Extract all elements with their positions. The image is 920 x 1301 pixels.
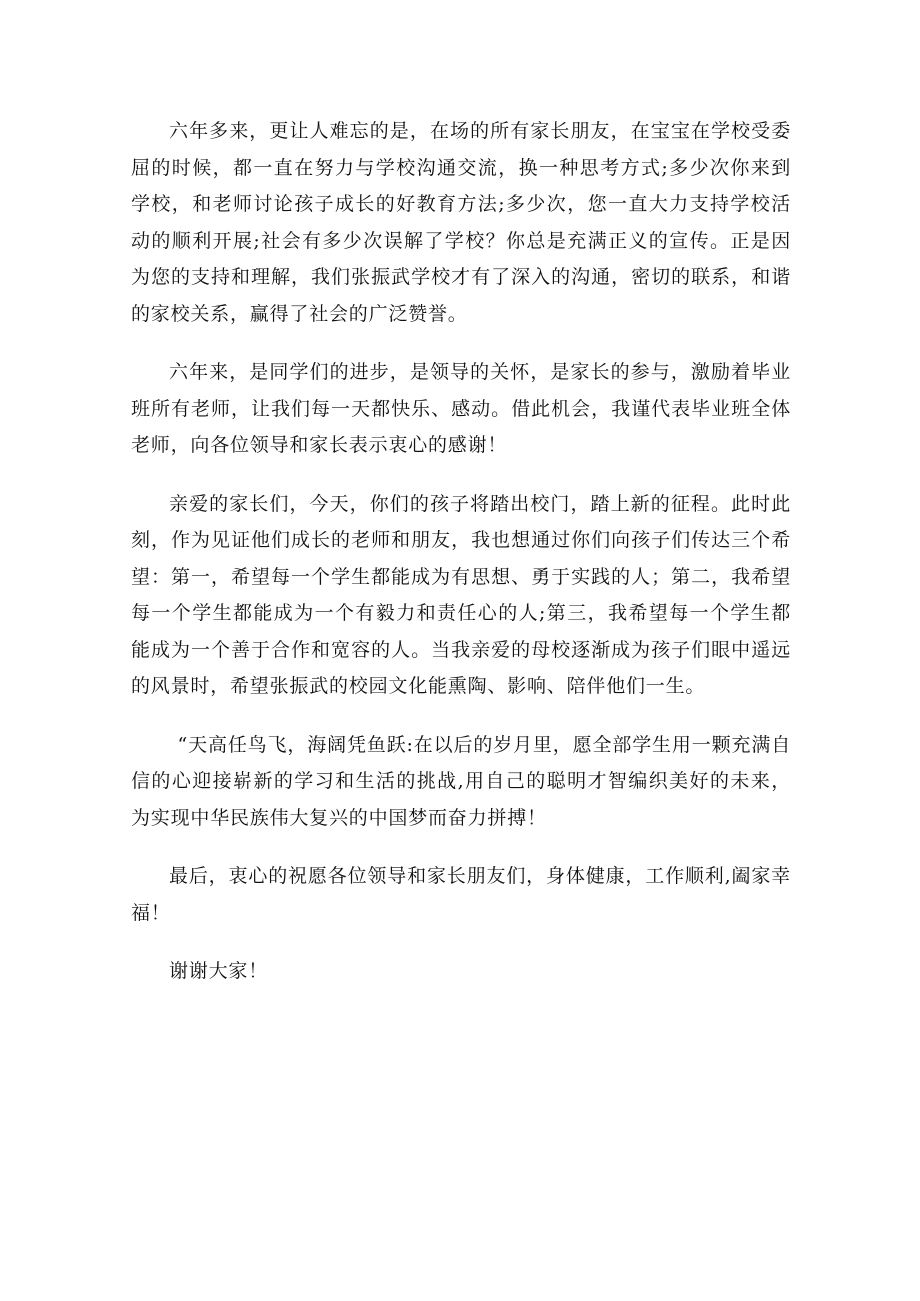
paragraph-5: 最后，衷心的祝愿各位领导和家长朋友们，身体健康，工作顺利,阖家幸福！ <box>131 865 791 924</box>
paragraph-6: 谢谢大家！ <box>169 960 269 982</box>
paragraph-4: “天高任鸟飞，海阔凭鱼跃:在以后的岁月里，愿全部学生用一颗充满自信的心迎接崭新的学习和生活的挑战,用自己的聪明才智编织美好的未来，为实现中华民族伟大复兴的中国梦而奋力拼搏！ <box>131 733 791 829</box>
paragraph-1: 六年多来，更让人难忘的是，在场的所有家长朋友，在宝宝在学校受委屈的时候，都一直在努力与学校沟通交流，换一种思考方式;多少次你来到学校，和老师讨论孩子成长的好教育方法;多少次，您一直大力支持学校活动的顺利开展;社会有多少次误解了学校？你总是充满正义的宣传。正是因为您的支持和理解，我们张振武学校才有了深入的沟通，密切的联系，和谐的家校关系，赢得了社会的广泛赞誉。 <box>131 120 791 325</box>
paragraph-3: 亲爱的家长们，今天，你们的孩子将踏出校门，踏上新的征程。此时此刻，作为见证他们成长的老师和朋友，我也想通过你们向孩子们传达三个希望：第一，希望每一个学生都能成为有思想、勇于实践的人；第二，我希望每一个学生都能成为一个有毅力和责任心的人;第三，我希望每一个学生都能成为一个善于合作和宽容的人。当我亲爱的母校逐渐成为孩子们眼中遥远的风景时，希望张振武的校园文化能熏陶、影响、陪伴他们一生。 <box>131 492 791 697</box>
document-body <box>131 113 791 990</box>
paragraph-2: 六年来，是同学们的进步，是领导的关怀，是家长的参与，激励着毕业班所有老师，让我们每一天都快乐、感动。借此机会，我谨代表毕业班全体老师，向各位领导和家长表示衷心的感谢！ <box>131 361 791 456</box>
